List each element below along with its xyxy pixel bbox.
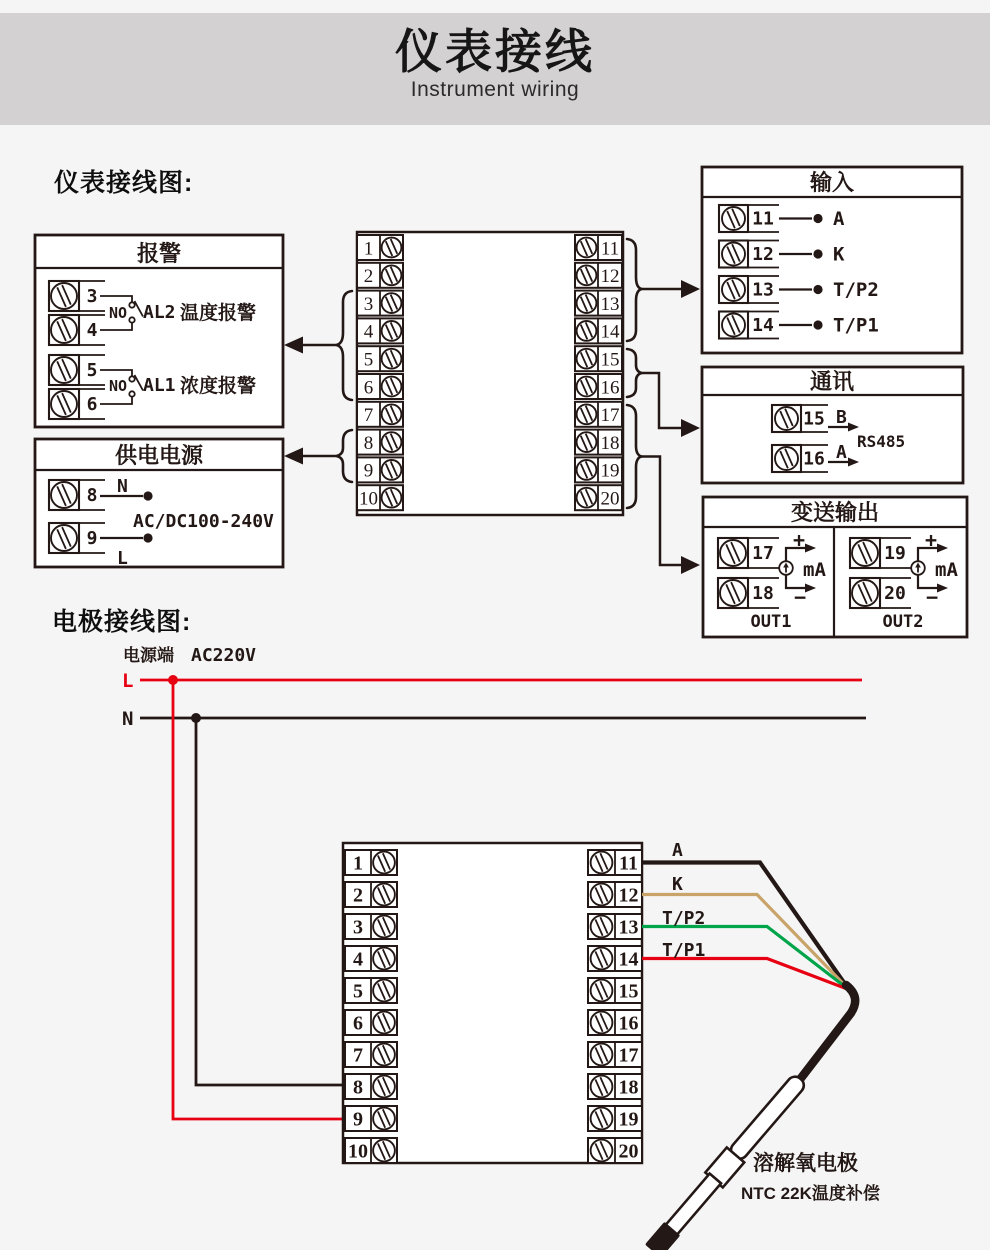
input-signal-label: K [833, 243, 845, 266]
terminal [850, 578, 911, 608]
input-box [702, 167, 962, 353]
electrode-wiring-diagram [122, 645, 881, 1250]
section-label-instrument: 仪表接线图: [54, 169, 194, 197]
terminal-cell [575, 457, 622, 482]
wire-label: A [672, 840, 683, 861]
input-signal-label: T/P1 [833, 314, 879, 337]
alarm-box [35, 235, 283, 427]
terminal-number: 18 [618, 1076, 639, 1099]
rs485-a-label: A [836, 442, 847, 463]
terminal-cell [575, 235, 622, 260]
terminal-cell [345, 946, 397, 971]
terminal-number: 13 [600, 293, 620, 315]
terminal-cell [345, 1042, 397, 1067]
terminal-number: 14 [618, 948, 639, 971]
power-arrowhead-icon [284, 448, 303, 465]
terminal-number: 4 [86, 320, 98, 342]
terminal [718, 538, 779, 568]
live-label: L [117, 548, 128, 569]
terminal-number: 15 [803, 408, 825, 430]
screw-icon [51, 357, 77, 383]
terminal-number: 9 [363, 460, 374, 482]
mains-label: 电源端 [123, 646, 174, 665]
relay-contact-icon [129, 391, 134, 396]
terminal-cell [357, 235, 403, 260]
terminal-cell [575, 318, 622, 343]
terminal-number: 20 [600, 488, 620, 510]
screw-icon [852, 540, 878, 566]
terminal-number: 12 [752, 244, 774, 266]
wire-label: K [672, 874, 683, 895]
terminal-number: 19 [600, 460, 620, 482]
terminal-cell [357, 374, 403, 399]
terminal-number: 6 [363, 377, 374, 399]
terminal-number: 10 [359, 488, 378, 510]
output-box [703, 497, 967, 637]
terminal [49, 389, 105, 419]
screw-icon [51, 525, 77, 551]
terminal-number: 17 [618, 1044, 639, 1067]
terminal-number: 7 [363, 405, 374, 427]
unit-label: mA [803, 559, 826, 581]
terminal-cell [588, 1138, 642, 1163]
comm-arrowhead-icon [681, 419, 700, 437]
bottom-terminal-block [343, 843, 642, 1163]
terminal-cell [575, 430, 622, 455]
terminal-cell [588, 946, 642, 971]
power-box-title: 供电电源 [114, 443, 204, 468]
terminal-number: 16 [618, 1012, 639, 1035]
terminal-number: 19 [884, 543, 906, 565]
terminal-number: 10 [348, 1140, 368, 1163]
screw-icon [852, 580, 878, 606]
power-group-connector [284, 430, 352, 482]
power-rating: AC/DC100-240V [133, 511, 274, 532]
terminal-cell [575, 402, 622, 427]
terminal-cell [357, 402, 403, 427]
relay-contact-type: NO [109, 304, 128, 322]
output-arrowhead-icon [681, 556, 700, 574]
input-signal-label: T/P2 [833, 279, 879, 301]
screw-icon [720, 580, 746, 606]
terminal [718, 578, 779, 608]
brace-terminals-3-6 [337, 291, 353, 400]
screw-icon [51, 391, 77, 417]
comm-group-connector [627, 349, 700, 437]
terminal-number: 3 [353, 916, 363, 939]
screw-icon [51, 283, 77, 309]
input-signal-label: A [833, 208, 845, 230]
terminal [49, 523, 105, 553]
relay-contact-icon [129, 317, 134, 322]
terminal-number: 8 [86, 485, 98, 507]
terminal-cell [357, 430, 403, 455]
terminal-number: 9 [86, 528, 98, 550]
alarm-arrowhead-icon [284, 337, 303, 354]
terminal-cell [357, 346, 403, 371]
terminal-cell [345, 1138, 397, 1163]
terminal-number: 20 [884, 583, 906, 605]
terminal [772, 405, 828, 432]
terminal-cell [575, 346, 622, 371]
brace-terminals-17-20 [627, 405, 642, 508]
terminal-cell [357, 457, 403, 482]
terminal-number: 14 [600, 321, 620, 343]
probe-cable [798, 985, 855, 1082]
terminal-number: 3 [86, 286, 98, 308]
channel-name: OUT2 [882, 612, 924, 632]
probe-wires [642, 840, 846, 989]
terminal-number: 6 [86, 394, 98, 416]
terminal-number: 1 [353, 852, 363, 875]
terminal-number: 4 [363, 321, 374, 343]
screw-icon [51, 317, 77, 343]
terminal-number: 5 [363, 349, 374, 371]
terminal-number: 9 [353, 1108, 363, 1131]
terminal-cell [345, 1106, 397, 1131]
brace-terminals-11-14 [627, 239, 642, 341]
neutral-node-dot [143, 491, 152, 500]
terminal [719, 312, 779, 339]
terminal-number: 3 [363, 293, 374, 315]
neutral-label: N [117, 476, 128, 497]
terminal-cell [575, 263, 622, 288]
terminal-number: 17 [752, 543, 774, 565]
relay-name: AL2 [143, 302, 176, 323]
wire-label: T/P1 [662, 940, 706, 961]
terminal [772, 445, 828, 472]
terminal-cell [345, 914, 397, 939]
comm-box-title: 通讯 [809, 369, 855, 394]
bus-type-label: RS485 [857, 432, 906, 451]
terminal-number: 18 [752, 583, 774, 605]
terminal-number: 14 [752, 315, 774, 337]
terminal-cell [357, 318, 403, 343]
relay-function-label: 浓度报警 [180, 376, 257, 397]
terminal [719, 276, 779, 303]
terminal-cell [588, 1042, 642, 1067]
terminal-cell [575, 374, 622, 399]
terminal-number: 4 [353, 948, 363, 971]
terminal-number: 1 [363, 238, 374, 260]
terminal-cell [588, 850, 642, 875]
terminal-number: 17 [600, 405, 620, 427]
terminal [49, 480, 105, 510]
wire-label: T/P2 [662, 908, 706, 929]
instrument-wiring-diagram [35, 167, 967, 637]
terminal [49, 281, 105, 311]
terminal-number: 6 [353, 1012, 363, 1035]
terminal [850, 538, 911, 568]
terminal-number: 2 [353, 884, 363, 907]
unit-label: mA [935, 559, 958, 581]
plus-label: + [924, 528, 938, 552]
terminal-cell [345, 882, 397, 907]
terminal-cell [357, 263, 403, 288]
terminal-number: 7 [353, 1044, 363, 1067]
plus-label: + [792, 528, 806, 552]
dissolved-oxygen-probe [644, 985, 881, 1250]
power-box [35, 439, 283, 569]
alarm-group-connector [284, 291, 352, 400]
comm-box [702, 367, 963, 483]
relay-contact-icon [129, 302, 134, 307]
terminal-number: 5 [86, 360, 98, 382]
input-group-connector [627, 239, 700, 341]
alarm-box-title: 报警 [136, 241, 182, 266]
relay-name: AL1 [143, 375, 176, 396]
neutral-drop-wire [196, 718, 344, 1085]
terminal-number: 2 [363, 266, 374, 288]
terminal-number: 20 [618, 1140, 639, 1163]
terminal [49, 315, 105, 345]
terminal-cell [588, 882, 642, 907]
terminal-cell [345, 978, 397, 1003]
terminal-cell [575, 485, 622, 510]
relay-contact-icon [129, 376, 134, 381]
minus-label: − [925, 585, 939, 609]
input-arrowhead-icon [681, 280, 700, 298]
terminal-number: 18 [600, 432, 620, 454]
terminal-number: 12 [600, 266, 620, 288]
relay-contact-type: NO [109, 377, 128, 395]
terminal-number: 5 [353, 980, 363, 1003]
probe-name: 溶解氧电极 [753, 1152, 858, 1175]
comm-arrow-line [642, 373, 684, 428]
terminal-cell [357, 291, 403, 316]
page-title: 仪表接线 [395, 25, 595, 78]
terminal-cell [588, 1106, 642, 1131]
terminal-cell [575, 291, 622, 316]
terminal [719, 205, 779, 232]
terminal-cell [588, 914, 642, 939]
terminal-number: 19 [618, 1108, 639, 1131]
terminal-cell [357, 485, 403, 510]
brace-terminals-15-16 [627, 349, 642, 397]
terminal [719, 241, 779, 268]
input-box-title: 输入 [809, 170, 855, 195]
live-node-dot [143, 533, 152, 542]
live-label: L [122, 670, 134, 692]
screw-icon [720, 540, 746, 566]
rs485-b-label: B [836, 407, 847, 428]
page-subtitle: Instrument wiring [410, 77, 580, 101]
terminal-number: 8 [353, 1076, 363, 1099]
top-terminal-block [357, 232, 623, 515]
screw-icon [51, 482, 77, 508]
terminal-number: 16 [803, 448, 825, 470]
terminal-cell [345, 1010, 397, 1035]
terminal-number: 11 [600, 238, 620, 260]
terminal [49, 355, 105, 385]
live-drop-wire [173, 680, 344, 1119]
terminal-number: 16 [600, 377, 620, 399]
section-label-electrode: 电极接线图: [52, 608, 192, 636]
output-arrow-line [642, 457, 684, 566]
neutral-label: N [122, 708, 134, 730]
output-box-title: 变送输出 [790, 500, 880, 525]
terminal-cell [345, 850, 397, 875]
terminal-number: 13 [618, 916, 639, 939]
terminal-number: 13 [752, 279, 774, 301]
relay-function-label: 温度报警 [180, 303, 257, 324]
terminal-number: 11 [752, 208, 774, 230]
minus-label: − [793, 585, 807, 609]
channel-name: OUT1 [750, 612, 792, 632]
terminal-cell [588, 1074, 642, 1099]
terminal-cell [588, 1010, 642, 1035]
terminal-number: 11 [619, 852, 638, 875]
terminal-number: 15 [618, 980, 639, 1003]
mains-voltage: AC220V [191, 645, 257, 666]
brace-terminals-8-9 [337, 430, 353, 482]
terminal-number: 8 [363, 432, 374, 454]
terminal-cell [345, 1074, 397, 1099]
terminal-cell [588, 978, 642, 1003]
probe-note: NTC 22K温度补偿 [741, 1184, 880, 1203]
terminal-number: 12 [618, 884, 639, 907]
terminal-number: 15 [600, 349, 620, 371]
